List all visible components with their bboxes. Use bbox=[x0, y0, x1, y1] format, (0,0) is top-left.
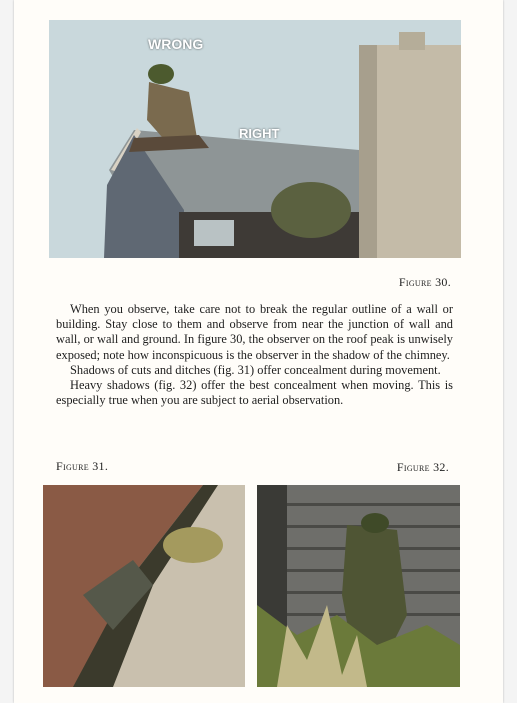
figure-32-illustration bbox=[257, 485, 460, 687]
document-page bbox=[14, 0, 503, 703]
figure-31-photo bbox=[43, 485, 245, 687]
body-text bbox=[56, 302, 453, 408]
paragraph-shadows-cuts: Shadows of cuts and ditches (fig. 31) offer concealment during movement. bbox=[70, 362, 441, 377]
shrub bbox=[271, 182, 351, 238]
paragraph-observe: When you observe, take care not to break the regular outline of a wall or building. Stay close to them and observe from near the junction of wall and wall, or wall and ground. In figure 30, the observer on the roof peak is unwisely exposed; note how inconspicuous is the observer in the shadow of the chimney. bbox=[56, 302, 453, 362]
chimney-top bbox=[399, 32, 425, 50]
label-wrong: WRONG bbox=[148, 36, 204, 52]
figure-32-photo bbox=[257, 485, 460, 687]
figure-30-caption: Figure 30. bbox=[398, 275, 451, 289]
label-right: RIGHT bbox=[239, 126, 280, 141]
chimney-shadow bbox=[359, 45, 377, 258]
figure-31-caption: Figure 31. bbox=[56, 459, 109, 473]
soldier-helmet bbox=[361, 513, 389, 533]
helmet-foliage bbox=[148, 64, 174, 84]
figure-32-caption: Figure 32. bbox=[396, 460, 449, 474]
grass-tuft bbox=[163, 527, 223, 563]
window bbox=[194, 220, 234, 246]
figure-31-illustration bbox=[43, 485, 245, 687]
paragraph-heavy-shadows: Heavy shadows (fig. 32) offer the best concealment when moving. This is especially true when you are subject to aerial observation. bbox=[56, 378, 453, 408]
